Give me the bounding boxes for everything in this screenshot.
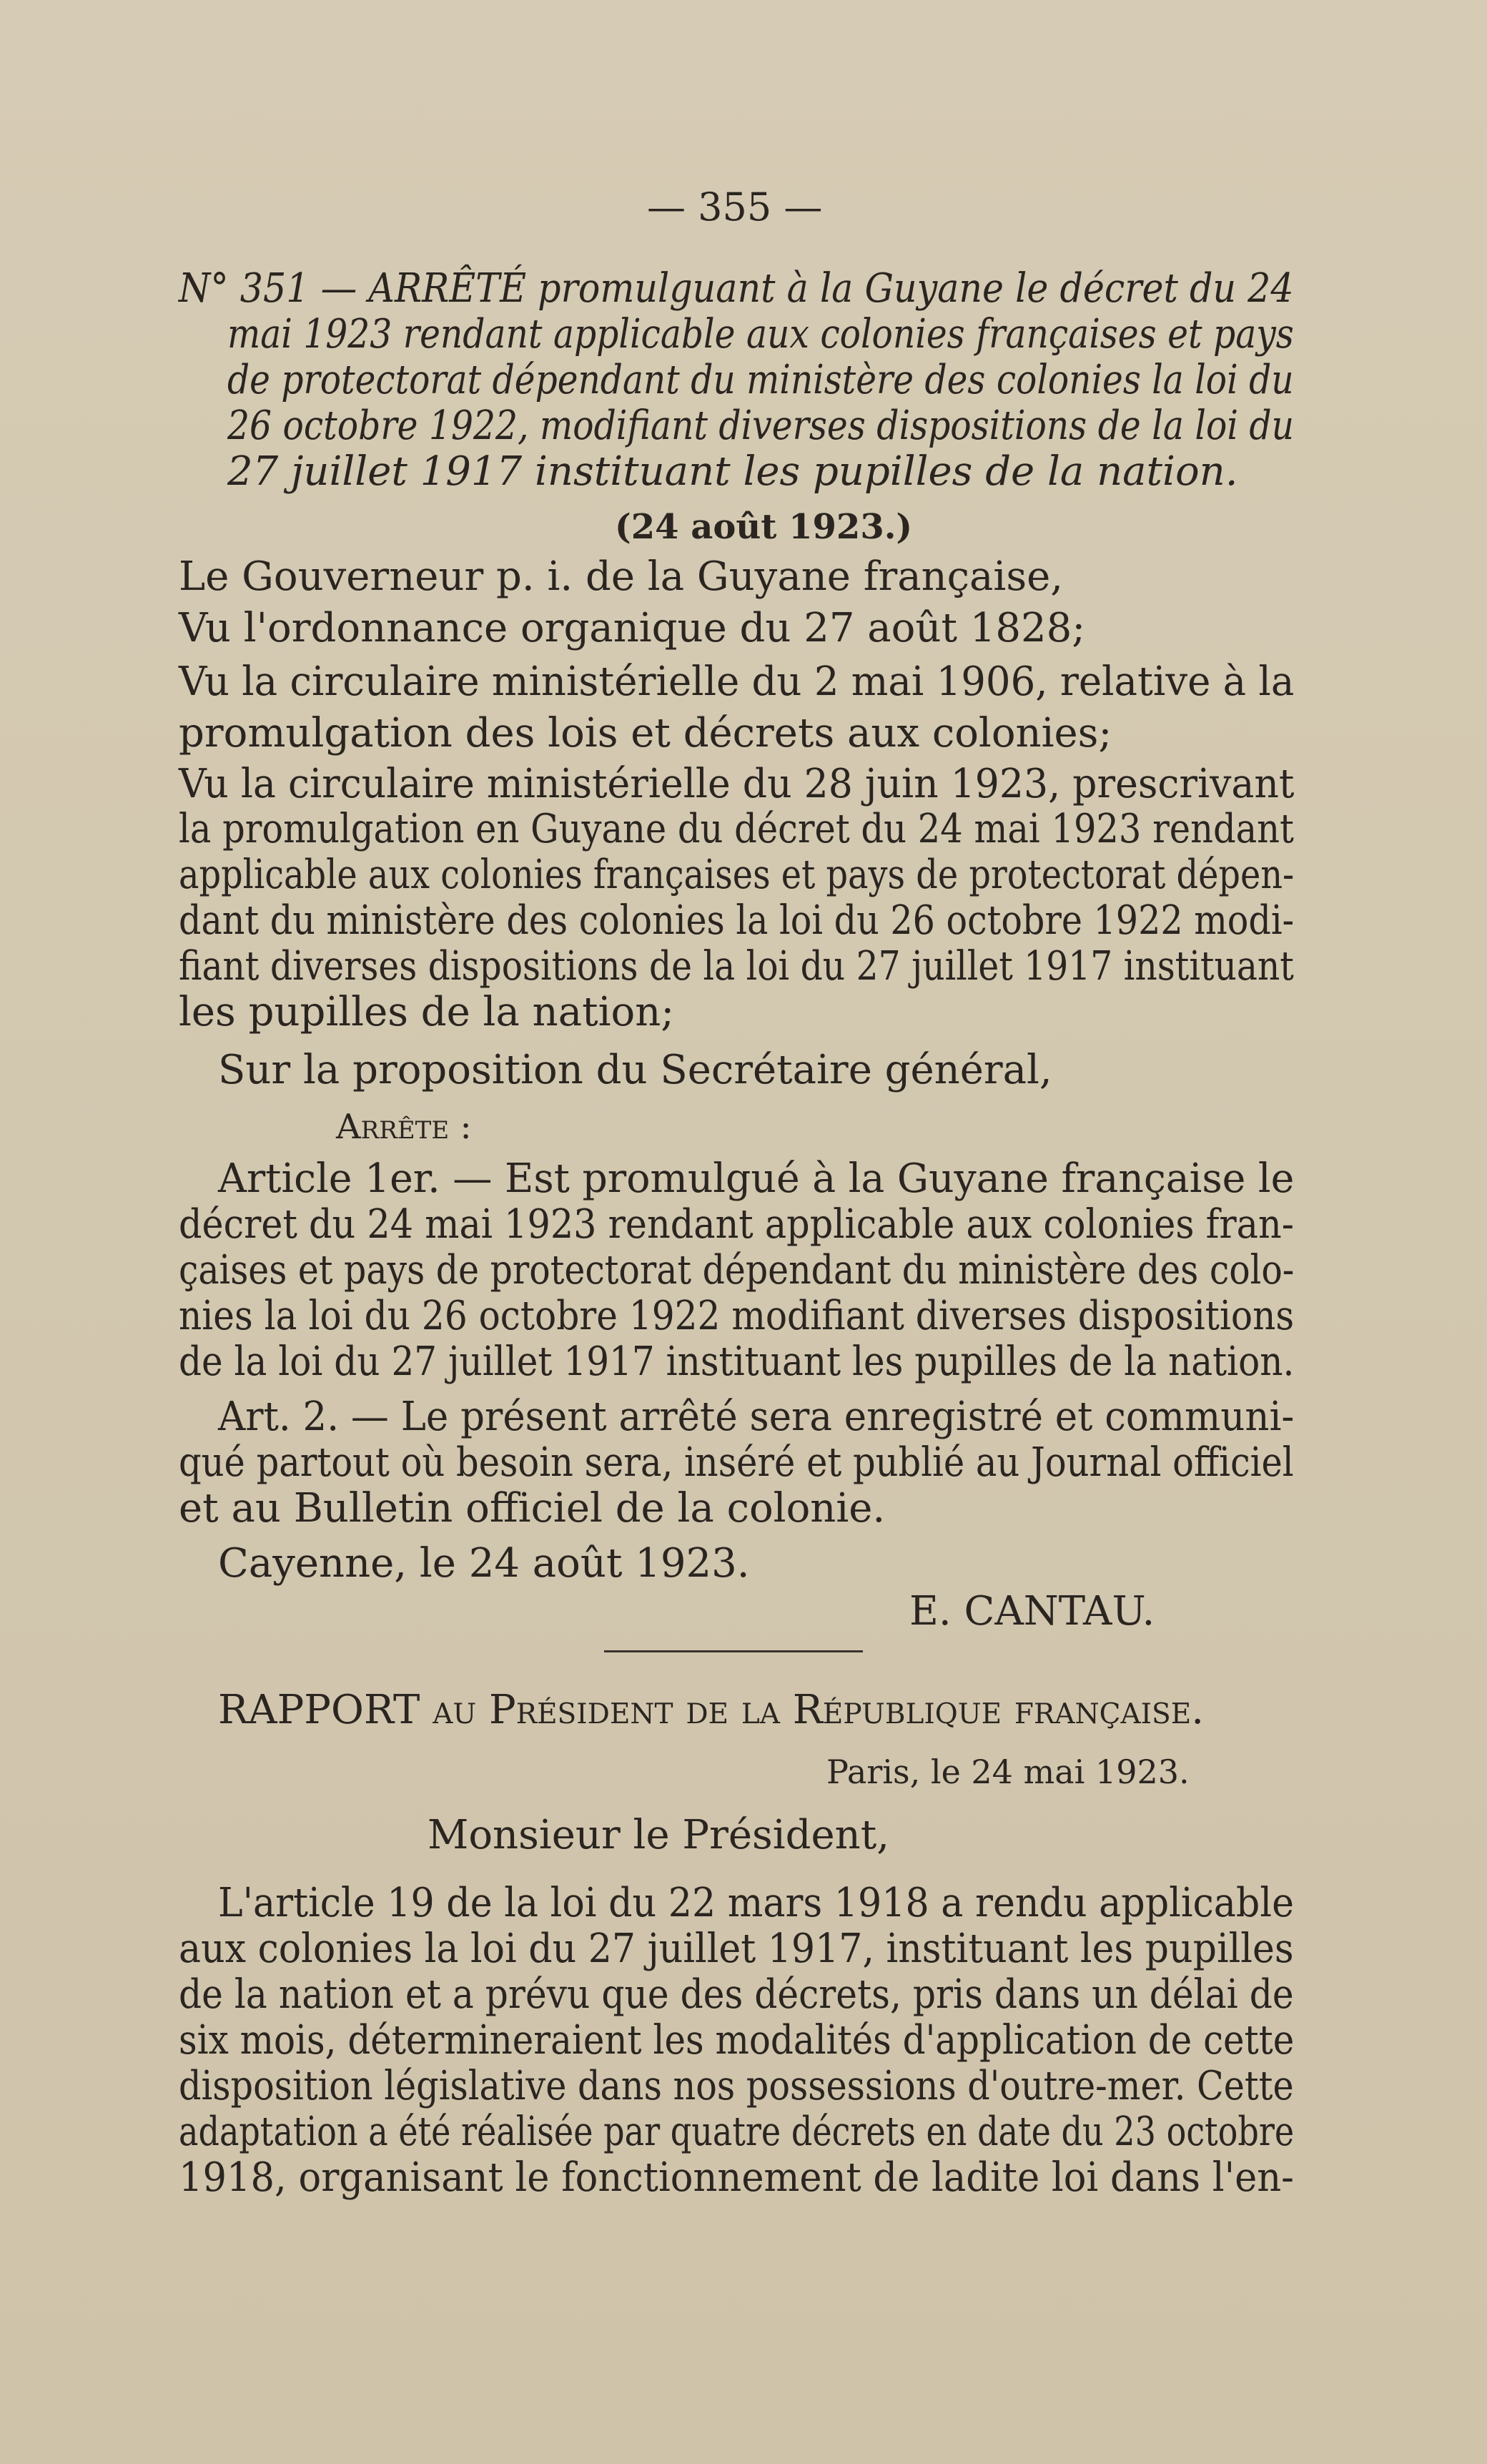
arrete-line-4: promulgation des lois et décrets aux colonies; (179, 710, 1112, 757)
rapport-salutation: Monsieur le Président, (428, 1812, 889, 1858)
arrete-line-6: la promulgation en Guyane du décret du 24 mai 1923 rendant (179, 806, 1294, 852)
arrete-date: (24 août 1923.) (615, 507, 913, 547)
arrete-heading-line-5: 27 juillet 1917 instituant les pupilles de la nation. (227, 448, 1238, 495)
arrete-line-1: Le Gouverneur p. i. de la Guyane française, (179, 553, 1064, 600)
arrete-line-17: de la loi du 27 juillet 1917 instituant les pupilles de la nation. (179, 1339, 1295, 1385)
arrete-line-16: nies la loi du 26 octobre 1922 modifiant diverses dispositions (179, 1293, 1295, 1339)
signature: E. CANTAU. (909, 1588, 1155, 1635)
arrete-line-3: Vu la circulaire ministérielle du 2 mai 1906, relative à la (179, 659, 1295, 705)
rapport-place-date: Paris, le 24 mai 1923. (826, 1753, 1190, 1791)
arrete-line-10: les pupilles de la nation; (179, 989, 675, 1035)
arrete-heading-line-1: N° 351 — ARRÊTÉ promulguant à la Guyane le décret du 24 (179, 265, 1294, 312)
arrete-line-9: fiant diverses dispositions de la loi du 27 juillet 1917 instituant (179, 943, 1294, 990)
rapport-line-3: de la nation et a prévu que des décrets, pris dans un délai de (179, 1971, 1294, 2018)
arrete-line-18: Art. 2. — Le présent arrêté sera enregistré et communi- (218, 1394, 1295, 1440)
rapport-line-7: 1918, organisant le fonctionnement de ladite loi dans l'en- (179, 2154, 1294, 2201)
arrete-heading-line-3: de protectorat dépendant du ministère des colonies la loi du (227, 357, 1294, 403)
arrete-line-20: et au Bulletin officiel de la colonie. (179, 1485, 886, 1532)
arrete-line-12: Arrête : (336, 1107, 472, 1147)
arrete-line-2: Vu l'ordonnance organique du 27 août 1828; (179, 605, 1086, 651)
page-number: — 355 — (647, 184, 823, 230)
arrete-line-11: Sur la proposition du Secrétaire général, (218, 1047, 1052, 1093)
arrete-line-21: Cayenne, le 24 août 1923. (218, 1540, 750, 1587)
rapport-line-1: L'article 19 de la loi du 22 mars 1918 a rendu applicable (218, 1880, 1294, 1926)
arrete-line-14: décret du 24 mai 1923 rendant applicable aux colonies fran- (179, 1201, 1294, 1248)
arrete-heading-line-4: 26 octobre 1922, modifiant diverses dispositions de la loi du (227, 403, 1295, 449)
rapport-title: RAPPORT au Président de la République française. (218, 1687, 1204, 1733)
arrete-line-15: çaises et pays de protectorat dépendant du ministère des colo- (179, 1247, 1295, 1293)
rapport-line-5: disposition législative dans nos possessions d'outre-mer. Cette (179, 2063, 1294, 2109)
arrete-line-5: Vu la circulaire ministérielle du 28 juin 1923, prescrivant (179, 761, 1295, 807)
rapport-line-6: adaptation a été réalisée par quatre décrets en date du 23 octobre (179, 2109, 1295, 2155)
arrete-line-19: qué partout où besoin sera, inséré et publié au Journal officiel (179, 1439, 1294, 1486)
arrete-heading-line-2: mai 1923 rendant applicable aux colonies françaises et pays (227, 311, 1294, 358)
rapport-line-4: six mois, détermineraient les modalités d'application de cette (179, 2017, 1295, 2064)
separator-rule (604, 1650, 863, 1652)
arrete-line-8: dant du ministère des colonies la loi du 26 octobre 1922 modi- (179, 897, 1295, 944)
rapport-line-2: aux colonies la loi du 27 juillet 1917, instituant les pupilles (179, 1926, 1294, 1972)
arrete-line-13: Article 1er. — Est promulgué à la Guyane française le (218, 1155, 1295, 1202)
arrete-line-7: applicable aux colonies françaises et pays de protectorat dépen- (179, 852, 1295, 898)
